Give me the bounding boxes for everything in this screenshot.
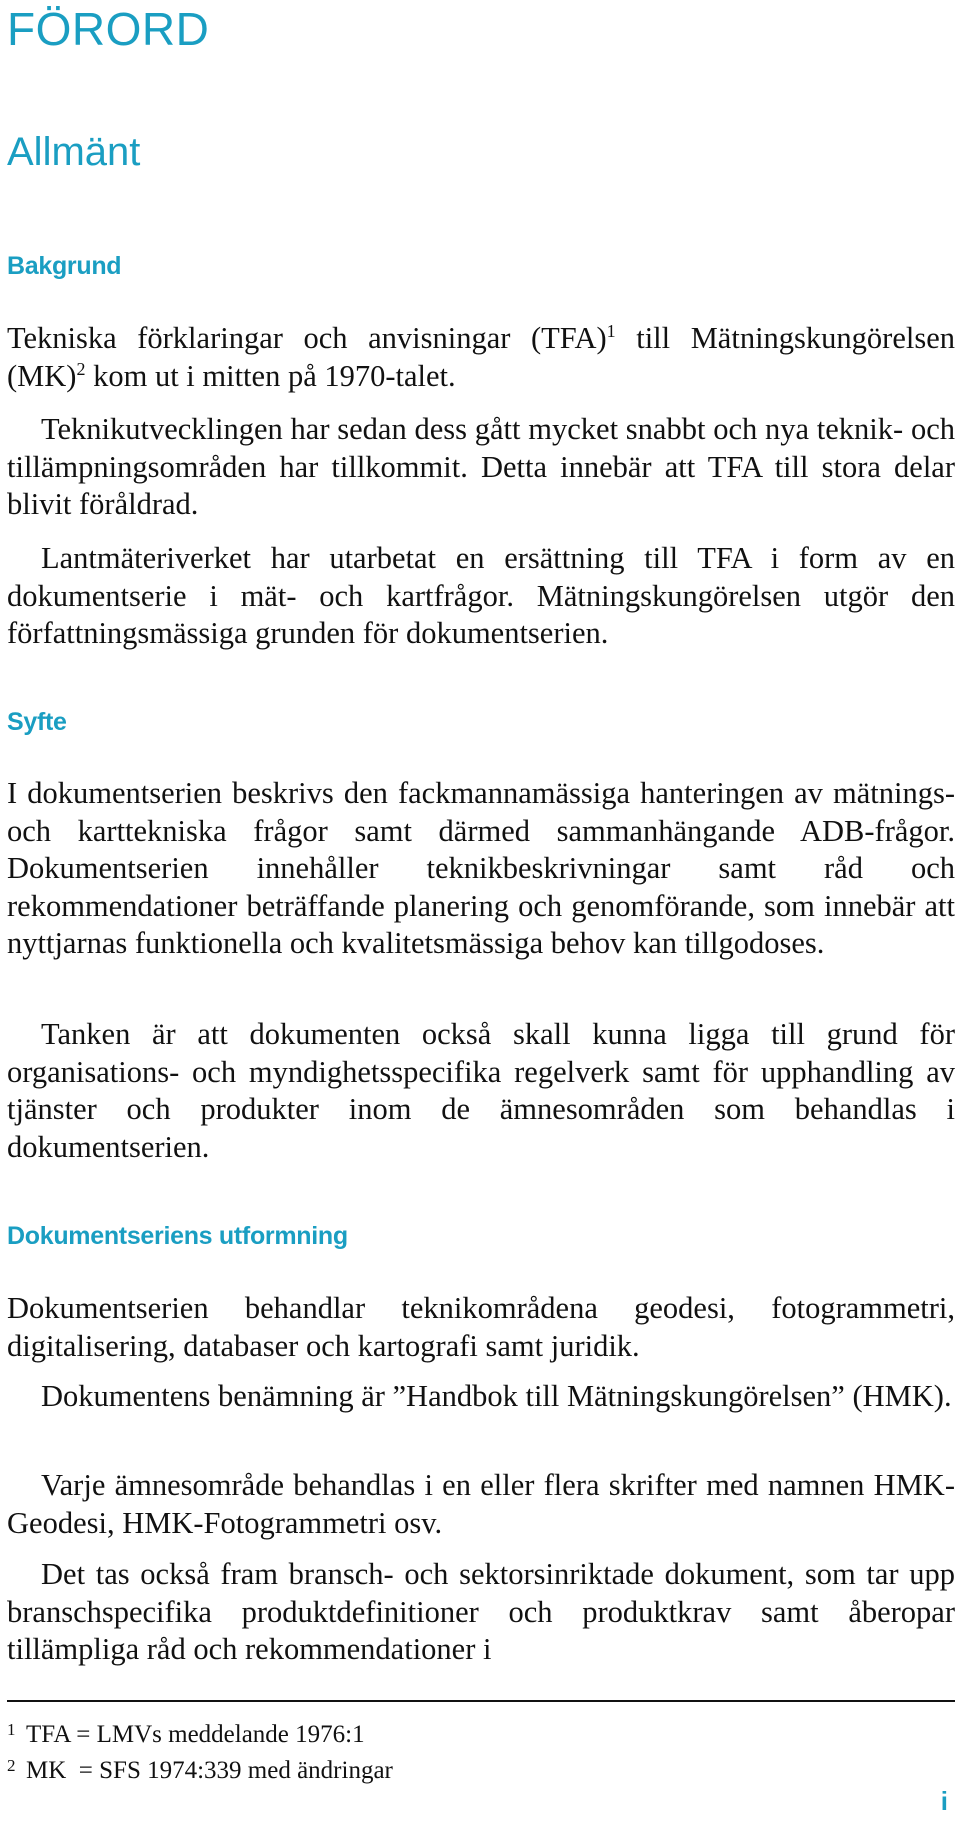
paragraph: Varje ämnesområde behandlas i en eller flera skrifter med namnen HMK-Geodesi, HMK-Fotogrammetri osv.	[7, 1468, 955, 1540]
paragraph: Tanken är att dokumenten också skall kunna ligga till grund för organisations- och myndighetsspecifika regelverk samt för upphandling av tjänster och produkter inom de ämnesområden som behandlas i dokumentserien.	[7, 1017, 955, 1164]
paragraph: Det tas också fram bransch- och sektorsinriktade dokument, som tar upp branschspecifika produktdefinitioner och produktkrav samt åberopar tillämpliga råd och rekommendationer i	[7, 1557, 955, 1667]
paragraph: Dokumentserien behandlar teknikområdena geodesi, fotogrammetri, digitalisering, databaser och kartografi samt juridik.	[7, 1291, 955, 1363]
page-number: i	[940, 1786, 948, 1816]
section-heading: Allmänt	[7, 130, 141, 174]
footnote-ref: 2	[76, 358, 86, 379]
page-title: FÖRORD	[7, 3, 210, 55]
paragraph: I dokumentserien beskrivs den fackmannamässiga hanteringen av mätnings- och karttekniska frågor samt därmed sammanhängande ADB-frågor. Dokumentserien innehåller teknikbeskrivningar samt råd och rekommendationer beträffande planering och genomförande, som innebär att nyttjarnas funktionella och kvalitetsmässiga behov kan tillgodoses.	[7, 776, 955, 961]
paragraph: Dokumentens benämning är ”Handbok till Mätningskungörelsen” (HMK).	[41, 1379, 952, 1413]
footnote-number: 2	[7, 1756, 16, 1775]
subsection-heading-bakgrund: Bakgrund	[7, 252, 122, 280]
subsection-heading-syfte: Syfte	[7, 708, 67, 736]
subsection-heading-utformning: Dokumentseriens utformning	[7, 1222, 348, 1250]
footnote-divider	[7, 1700, 955, 1702]
footnote: 1 TFA = LMVs meddelande 1976:1	[7, 1720, 365, 1748]
footnote-number: 1	[7, 1720, 16, 1739]
paragraph: Tekniska förklaringar och anvisningar (TFA)$^1$ till Mätningskungörelsen (MK)$^2$ kom ut i mitten på 1970-talet.	[7, 321, 955, 393]
footnote-ref: 1	[606, 321, 616, 341]
paragraph: Lantmäteriverket har utarbetat en ersättning till TFA i form av en dokumentserie i mät- och kartfrågor. Mätningskungörelsen utgör den författningsmässiga grunden för dokumentserien.	[7, 541, 955, 651]
paragraph: Teknikutvecklingen har sedan dess gått mycket snabbt och nya teknik- och tillämpningsområden har tillkommit. Detta innebär att TFA till stora delar blivit föråldrad.	[7, 412, 955, 522]
footnote: 2 MK = SFS 1974:339 med ändringar	[7, 1756, 393, 1784]
